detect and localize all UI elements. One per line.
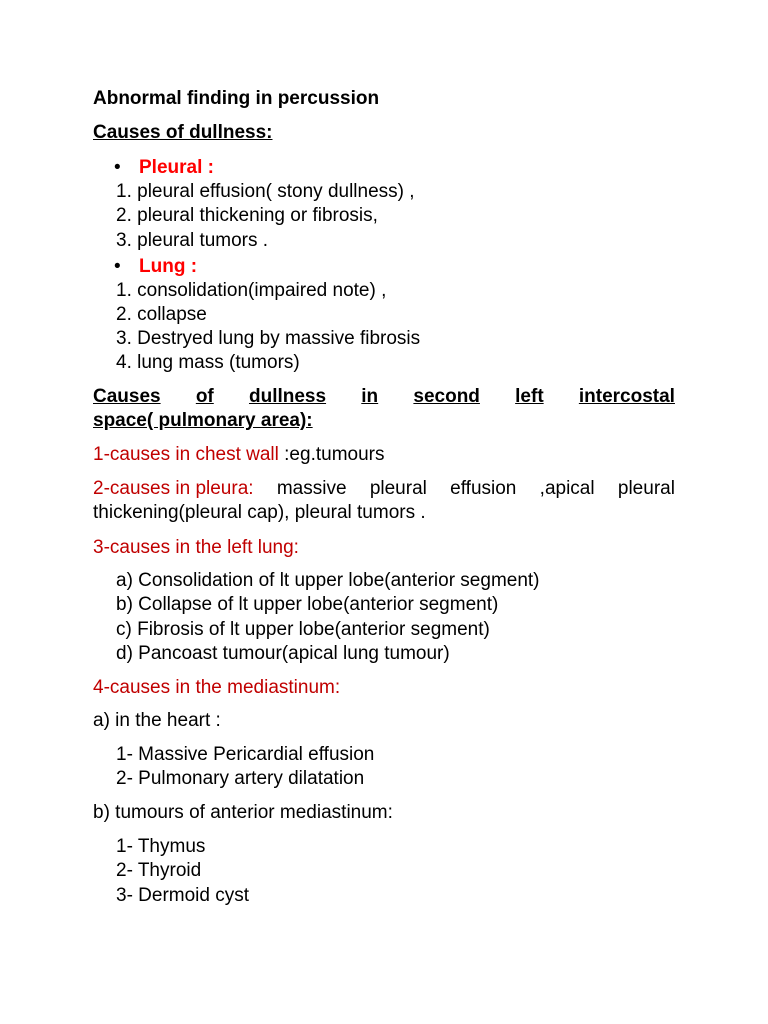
list-item: 1- Thymus xyxy=(116,836,206,857)
pleura-word: pleural xyxy=(369,478,427,499)
pleura-word: pleural xyxy=(617,478,675,499)
list-item: 2. collapse xyxy=(116,304,207,325)
heading-word: dullness xyxy=(248,386,327,407)
list-item: 3. pleural tumors . xyxy=(116,230,269,251)
pleura-cause xyxy=(93,477,675,501)
pleural-label: Pleural : xyxy=(139,157,214,178)
list-item: 4. lung mass (tumors) xyxy=(116,352,300,373)
chest-wall-label: 1-causes in chest wall xyxy=(93,444,279,465)
heading-word: left xyxy=(515,386,544,407)
list-item: 2- Pulmonary artery dilatation xyxy=(116,768,365,789)
heading-word: in xyxy=(361,386,379,407)
list-item: 1- Massive Pericardial effusion xyxy=(116,744,375,765)
pleura-cause-cont: thickening(pleural cap), pleural tumors . xyxy=(93,502,426,523)
heading-word: second xyxy=(413,386,480,407)
tumours-label: b) tumours of anterior mediastinum: xyxy=(93,802,393,823)
list-item: d) Pancoast tumour(apical lung tumour) xyxy=(116,643,450,664)
chest-wall-cause xyxy=(93,443,384,467)
heading-word: of xyxy=(195,386,214,407)
second-space-heading xyxy=(93,385,675,409)
list-item: 3. Destryed lung by massive fibrosis xyxy=(116,328,421,349)
left-lung-label: 3-causes in the left lung: xyxy=(93,537,299,558)
pleura-word: massive xyxy=(276,478,347,499)
chest-wall-text: :eg.tumours xyxy=(278,444,385,465)
heading-word: intercostal xyxy=(578,386,675,407)
page-title: Abnormal finding in percussion xyxy=(93,88,380,109)
bullet-icon: • xyxy=(114,157,121,178)
heart-label: a) in the heart : xyxy=(93,710,221,731)
pleura-word: effusion xyxy=(450,478,517,499)
lung-label: Lung : xyxy=(139,256,198,277)
second-space-heading-cont: space( pulmonary area): xyxy=(93,410,313,431)
heading-word: Causes xyxy=(93,386,161,407)
list-item: c) Fibrosis of lt upper lobe(anterior segment) xyxy=(116,619,490,640)
list-item: 2. pleural thickening or fibrosis, xyxy=(116,205,378,226)
bullet-icon: • xyxy=(114,256,121,277)
list-item: 1. consolidation(impaired note) , xyxy=(116,280,387,301)
list-item: 1. pleural effusion( stony dullness) , xyxy=(116,181,415,202)
pleura-label: 2-causes in pleura: xyxy=(93,478,254,499)
mediastinum-label: 4-causes in the mediastinum: xyxy=(93,677,341,698)
list-item: a) Consolidation of lt upper lobe(anterior segment) xyxy=(116,570,540,591)
dullness-heading: Causes of dullness: xyxy=(93,122,273,143)
list-item: b) Collapse of lt upper lobe(anterior segment) xyxy=(116,594,499,615)
list-item: 3- Dermoid cyst xyxy=(116,885,250,906)
list-item: 2- Thyroid xyxy=(116,860,202,881)
pleura-word: ,apical xyxy=(539,478,595,499)
